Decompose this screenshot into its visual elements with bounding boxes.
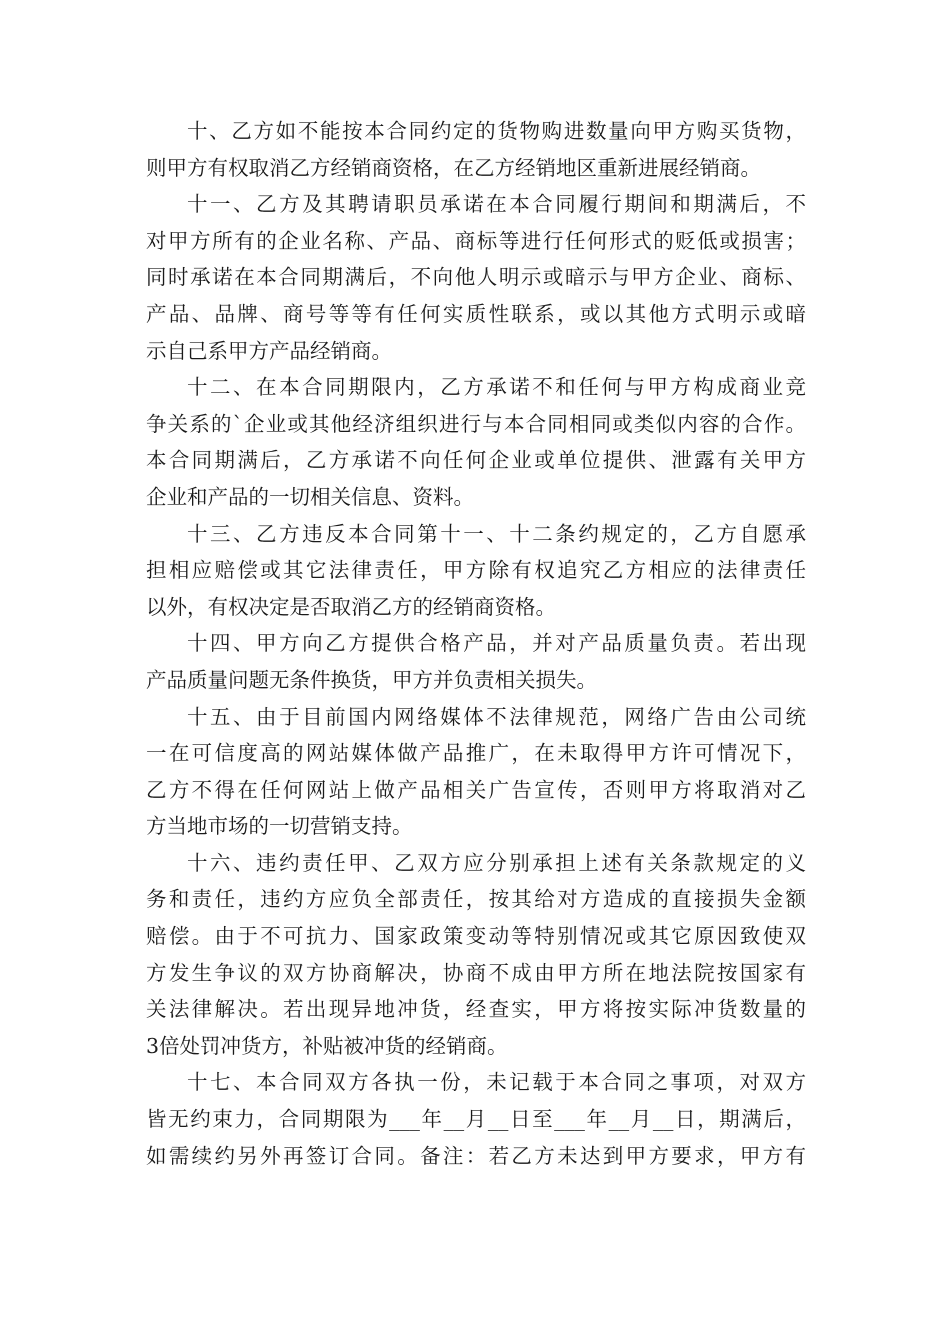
clause-line: 务和责任，违约方应负全部责任，按其给对方造成的直接损失金额: [146, 887, 806, 912]
clause-14: [146, 625, 806, 698]
clause-line: 十七、本合同双方各执一份，未记载于本合同之事项，对双方: [187, 1070, 806, 1095]
contract-body: [146, 113, 806, 1174]
clause-line: 十四、甲方向乙方提供合格产品，并对产品质量负责。若出现: [187, 631, 806, 656]
clause-17: [146, 1064, 806, 1174]
clause-line: 十二、在本合同期限内，乙方承诺不和任何与甲方构成商业竞: [187, 375, 806, 400]
clause-line: 十、乙方如不能按本合同约定的货物购进数量向甲方购买货物，: [187, 119, 806, 143]
clause-line: 担相应赔偿或其它法律责任，甲方除有权追究乙方相应的法律责任: [146, 558, 806, 583]
clause-line: 本合同期满后，乙方承诺不向任何企业或单位提供、泄露有关甲方: [146, 448, 806, 473]
clause-13: [146, 516, 806, 626]
clause-line: 示自己系甲方产品经销商。: [146, 338, 392, 363]
clause-line: 产品质量问题无条件换货，甲方并负责相关损失。: [146, 667, 597, 692]
clause-line: 十三、乙方违反本合同第十一、十二条约规定的，乙方自愿承: [187, 521, 806, 546]
clause-line: 方当地市场的一切营销支持。: [146, 814, 413, 839]
clause-line: 产品、品牌、商号等等有任何实质性联系，或以其他方式明示或暗: [146, 301, 806, 326]
clause-line: 企业和产品的一切相关信息、资料。: [146, 484, 474, 509]
clause-line: 赔偿。由于不可抗力、国家政策变动等特别情况或其它原因致使双: [146, 924, 806, 949]
clause-line: 十一、乙方及其聘请职员承诺在本合同履行期间和期满后，不: [187, 192, 806, 217]
clause-12: [146, 369, 806, 515]
clause-11: [146, 186, 806, 369]
clause-10: [146, 113, 806, 186]
clause-line: 方发生争议的双方协商解决，协商不成由甲方所在地法院按国家有: [146, 960, 806, 985]
clause-line: 同时承诺在本合同期满后，不向他人明示或暗示与甲方企业、商标、: [146, 265, 806, 290]
clause-line: 3倍处罚冲货方，补贴被冲货的经销商。: [146, 1033, 508, 1058]
clause-line: 则甲方有权取消乙方经销商资格，在乙方经销地区重新进展经销商。: [146, 155, 761, 180]
clause-line: 一在可信度高的网站媒体做产品推广，在未取得甲方许可情况下，: [146, 741, 806, 766]
clause-line: 对甲方所有的企业名称、产品、商标等进行任何形式的贬低或损害；: [146, 228, 806, 253]
clause-line: 皆无约束力，合同期限为___年__月__日至___年__月__日，期满后，: [146, 1107, 806, 1132]
clause-line: 如需续约另外再签订合同。备注：若乙方未达到甲方要求，甲方有: [146, 1143, 806, 1168]
clause-line: 以外，有权决定是否取消乙方的经销商资格。: [146, 594, 556, 619]
clause-line: 乙方不得在任何网站上做产品相关广告宣传，否则甲方将取消对乙: [146, 777, 806, 802]
clause-15: [146, 699, 806, 845]
clause-16: [146, 845, 806, 1065]
clause-line: 争关系的`企业或其他经济组织进行与本合同相同或类似内容的合作。: [146, 411, 806, 436]
clause-line: 关法律解决。若出现异地冲货，经查实，甲方将按实际冲货数量的: [146, 997, 806, 1022]
clause-line: 十五、由于目前国内网络媒体不法律规范，网络广告由公司统: [187, 704, 806, 729]
clause-line: 十六、违约责任甲、乙双方应分别承担上述有关条款规定的义: [187, 850, 806, 875]
